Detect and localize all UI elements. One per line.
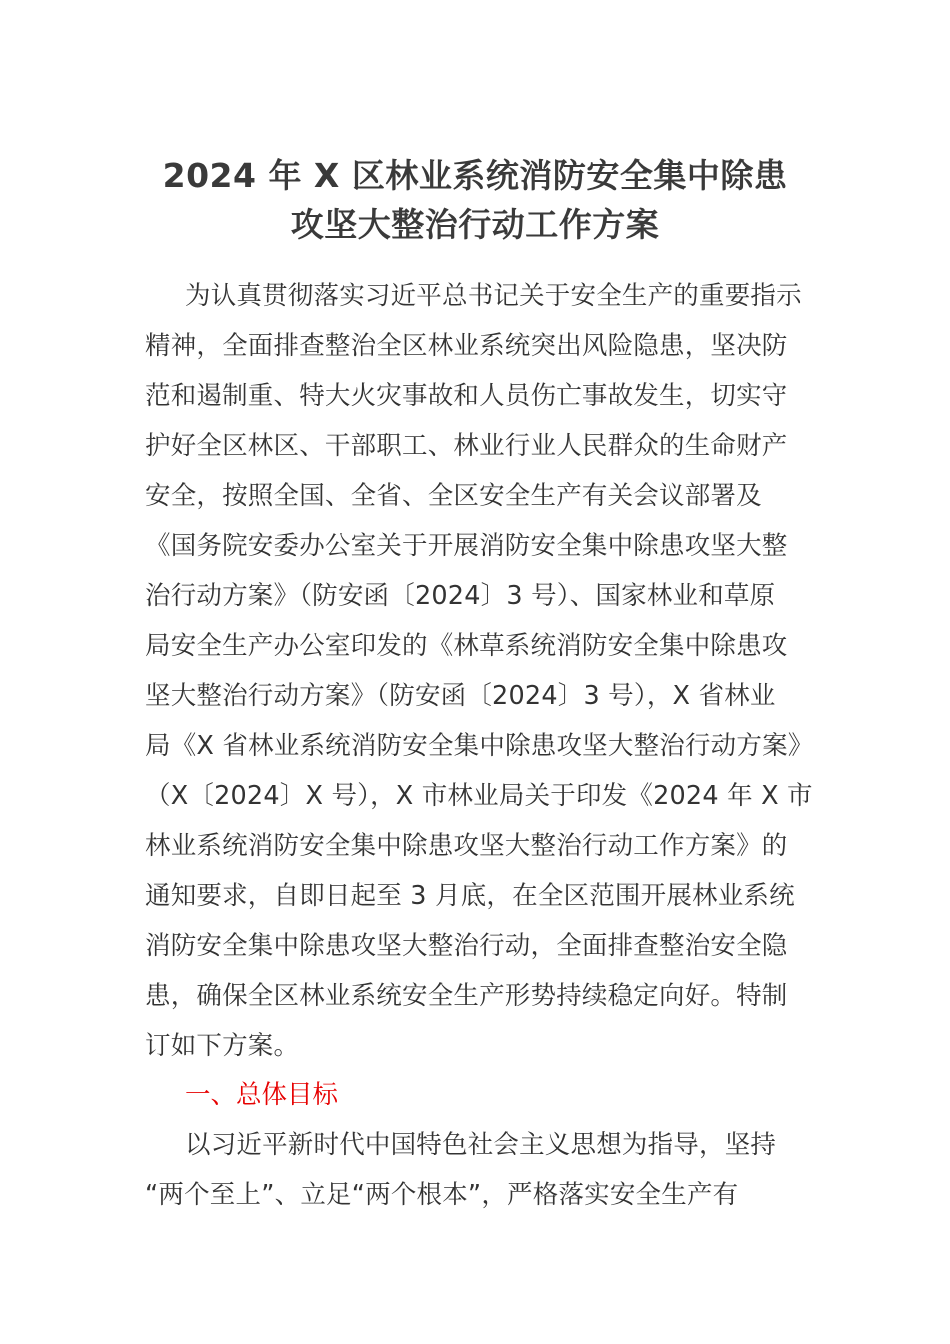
intro-line: 《国务院安委办公室关于开展消防安全集中除患攻坚大整 — [145, 531, 788, 561]
intro-line: 治行动方案》（防安函〔2024〕3 号）、国家林业和草原 — [145, 581, 776, 611]
intro-line: 通知要求，自即日起至 3 月底，在全区范围开展林业系统 — [145, 881, 795, 911]
intro-line: 局安全生产办公室印发的《林草系统消防安全集中除患攻 — [145, 631, 788, 661]
intro-line: 订如下方案。 — [145, 1031, 300, 1061]
intro-line: 患，确保全区林业系统安全生产形势持续稳定向好。特制 — [145, 981, 788, 1011]
intro-line: 局《X 省林业系统消防安全集中除患攻坚大整治行动方案》 — [145, 731, 814, 761]
intro-line: 消防安全集中除患攻坚大整治行动，全面排查整治安全隐 — [145, 931, 788, 961]
intro-line: 林业系统消防安全集中除患攻坚大整治行动工作方案》的 — [145, 831, 788, 861]
intro-line: 精神，全面排查整治全区林业系统突出风险隐患，坚决防 — [145, 331, 788, 361]
section-body-line: “两个至上”、立足“两个根本”，严格落实安全生产有 — [145, 1180, 739, 1210]
section-heading-overall-goal: 一、总体目标 — [185, 1080, 339, 1110]
document-title-line-2: 攻坚大整治行动工作方案 — [290, 205, 660, 244]
intro-line: 为认真贯彻落实习近平总书记关于安全生产的重要指示 — [185, 281, 802, 311]
intro-line: 护好全区林区、干部职工、林业行业人民群众的生命财产 — [145, 431, 788, 461]
document-title-line-1: 2024 年 X 区林业系统消防安全集中除患 — [162, 156, 788, 195]
intro-line: 范和遏制重、特大火灾事故和人员伤亡事故发生，切实守 — [145, 381, 788, 411]
intro-line: （X〔2024〕X 号），X 市林业局关于印发《2024 年 X 市 — [145, 781, 813, 811]
section-body-line: 以习近平新时代中国特色社会主义思想为指导，坚持 — [185, 1130, 777, 1160]
intro-line: 安全，按照全国、全省、全区安全生产有关会议部署及 — [145, 481, 762, 511]
intro-line: 坚大整治行动方案》（防安函〔2024〕3 号），X 省林业 — [145, 681, 776, 711]
